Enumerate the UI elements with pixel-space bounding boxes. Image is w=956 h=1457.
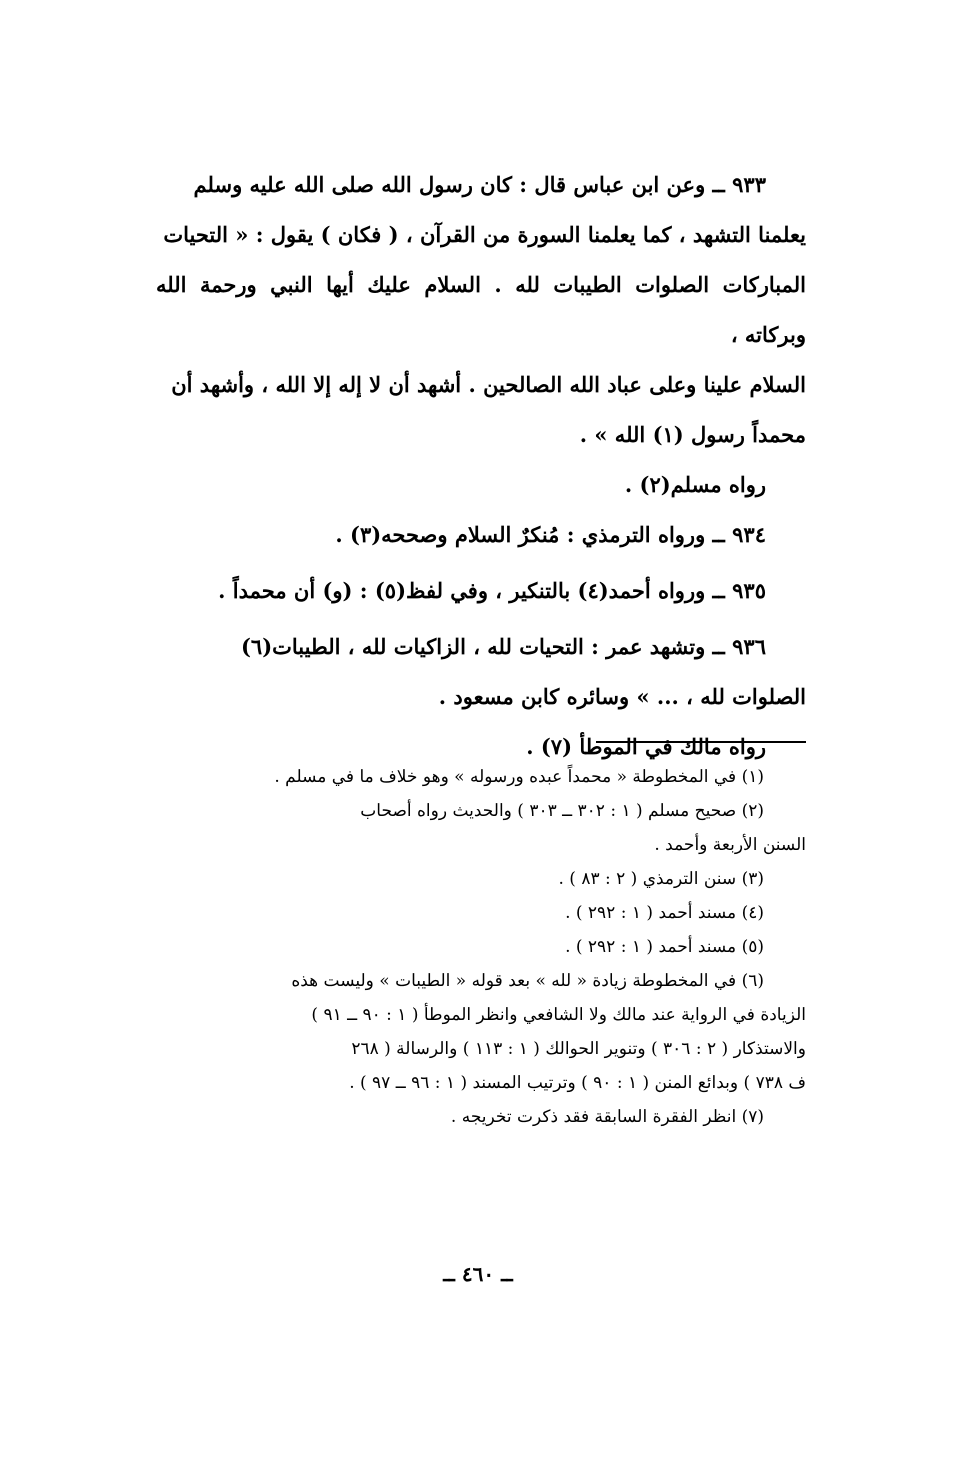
footnotes <box>156 760 806 1134</box>
footnote-4: (٤) مسند أحمد ( ١ : ٢٩٢ ) . <box>565 903 764 923</box>
footnote-6-line-1: (٦) في المخطوطة زيادة « لله » بعد قوله « الطيبات » وليست هذه <box>291 971 764 991</box>
hadith-933-line-4: السلام علينا وعلى عباد الله الصالحين . أشهد أن لا إله إلا الله ، وأشهد أن <box>171 372 806 397</box>
footnote-6-line-4: ف ٧٣٨ ) وبدائع المنن ( ١ : ٩٠ ) وترتيب المسند ( ١ : ٩٦ ــ ٩٧ ) . <box>349 1073 806 1093</box>
footnote-2-line-1: (٢) صحيح مسلم ( ١ : ٣٠٢ ــ ٣٠٣ ) والحديث رواه أصحاب <box>360 801 764 821</box>
main-text <box>156 160 806 772</box>
footnote-7: (٧) انظر الفقرة السابقة فقد ذكرت تخريجه . <box>450 1107 764 1127</box>
hadith-936-line-2: الصلوات لله ، ... » وسائره كابن مسعود . <box>438 684 806 709</box>
hadith-933-narration: رواه مسلم(٢) . <box>624 472 766 497</box>
hadith-933-line-3: المباركات الصلوات الطيبات لله . السلام عليك أيها النبي ورحمة الله وبركاته ، <box>156 272 806 347</box>
page-number: ــ ٤٦٠ ــ <box>443 1262 513 1286</box>
footnote-6-line-2: الزيادة في الرواية عند مالك ولا الشافعي وانظر الموطأ ( ١ : ٩٠ ــ ٩١ ) <box>311 1005 806 1025</box>
hadith-934: ٩٣٤ ــ ورواه الترمذي : مُنكرٌ السلام وصححه(٣) . <box>335 522 766 547</box>
footnote-1: (١) في المخطوطة « محمداً عبده ورسوله » وهو خلاف ما في مسلم . <box>274 767 764 787</box>
footnote-5: (٥) مسند أحمد ( ١ : ٢٩٢ ) . <box>565 937 764 957</box>
footnote-2-line-2: السنن الأربعة وأحمد . <box>654 835 806 855</box>
hadith-933-line-2: يعلمنا التشهد ، كما يعلمنا السورة من القرآن ، ( فكان ) يقول : « التحيات <box>163 222 806 247</box>
hadith-933-line-1: ٩٣٣ ــ وعن ابن عباس قال : كان رسول الله صلى الله عليه وسلم <box>193 172 766 197</box>
hadith-936-narration: رواه مالك في الموطأ (٧) . <box>526 734 766 759</box>
footnote-divider <box>596 741 806 743</box>
hadith-935: ٩٣٥ ــ ورواه أحمد(٤) بالتنكير ، وفي لفظ(٥) : (و) أن محمداً . <box>218 578 766 603</box>
hadith-933-line-5: محمداً رسول (١) الله » . <box>579 422 806 447</box>
footnote-6-line-3: والاستذكار ( ٢ : ٣٠٦ ) وتنوير الحوالك ( ١ : ١١٣ ) والرسالة ( ٢٦٨ <box>351 1039 806 1059</box>
hadith-936-line-1: ٩٣٦ ــ وتشهد عمر : التحيات لله ، الزاكيات لله ، الطيبات(٦) <box>240 634 766 659</box>
footnote-3: (٣) سنن الترمذي ( ٢ : ٨٣ ) . <box>558 869 764 889</box>
